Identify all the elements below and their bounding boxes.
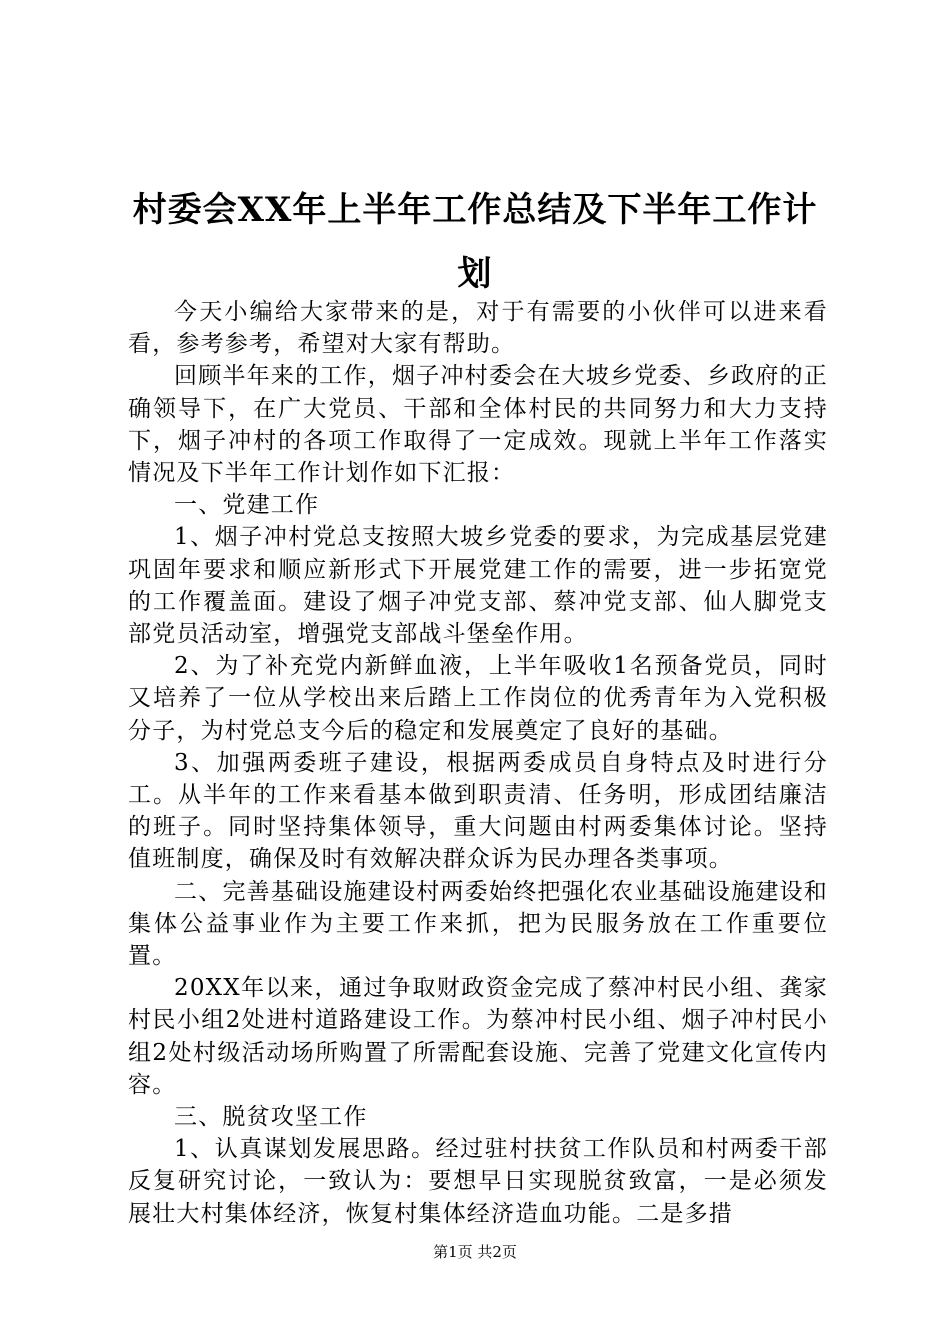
paragraph: 今天小编给大家带来的是，对于有需要的小伙伴可以进来看看，参考参考，希望对大家有帮助。	[128, 299, 828, 358]
paragraph: 1、认真谋划发展思路。经过驻村扶贫工作队员和村两委干部反复研究讨论，一致认为：要想早日实现脱贫致富，一是必须发展壮大村集体经济，恢复村集体经济造血功能。二是多措	[128, 1136, 828, 1227]
paragraph: 1、烟子冲村党总支按照大坡乡党委的要求，为完成基层党建巩固年要求和顺应新形式下开展党建工作的需要，进一步拓宽党的工作覆盖面。建设了烟子冲党支部、蔡冲党支部、仙人脚党支部党员活动室，增强党支部战斗堡垒作用。	[128, 524, 828, 648]
paragraph: 回顾半年来的工作，烟子冲村委会在大坡乡党委、乡政府的正确领导下，在广大党员、干部和全体村民的共同努力和大力支持下，烟子冲村的各项工作取得了一定成效。现就上半年工作落实情况及下半年工作计划作如下汇报：	[128, 363, 828, 487]
page-footer: 第1页 共2页	[433, 1243, 517, 1261]
paragraph: 20XX年以来，通过争取财政资金完成了蔡冲村民小组、龚家村民小组2处进村道路建设工作。为蔡冲村民小组、烟子冲村民小组2处村级活动场所购置了所需配套设施、完善了党建文化宣传内容。	[128, 975, 828, 1098]
paragraph: 2、为了补充党内新鲜血液，上半年吸收1名预备党员，同时又培养了一位从学校出来后踏上工作岗位的优秀青年为入党积极分子，为村党总支今后的稳定和发展奠定了良好的基础。	[128, 653, 828, 744]
document-body	[128, 296, 828, 1230]
paragraph: 3、加强两委班子建设，根据两委成员自身特点及时进行分工。从半年的工作来看基本做到职责清、任务明，形成团结廉洁的班子。同时坚持集体领导，重大问题由村两委集体讨论。坚持值班制度，确保及时有效解决群众诉为民办理各类事项。	[128, 749, 828, 873]
section-heading: 三、脱贫攻坚工作	[174, 1104, 368, 1131]
document-title: 村委会XX年上半年工作总结及下半年工作计划	[132, 190, 818, 294]
section-heading: 一、党建工作	[174, 492, 320, 519]
section-heading: 二、完善基础设施建设村两委始终把强化农业基础设施建设和集体公益事业作为主要工作来抓，把为民服务放在工作重要位置。	[128, 878, 828, 970]
